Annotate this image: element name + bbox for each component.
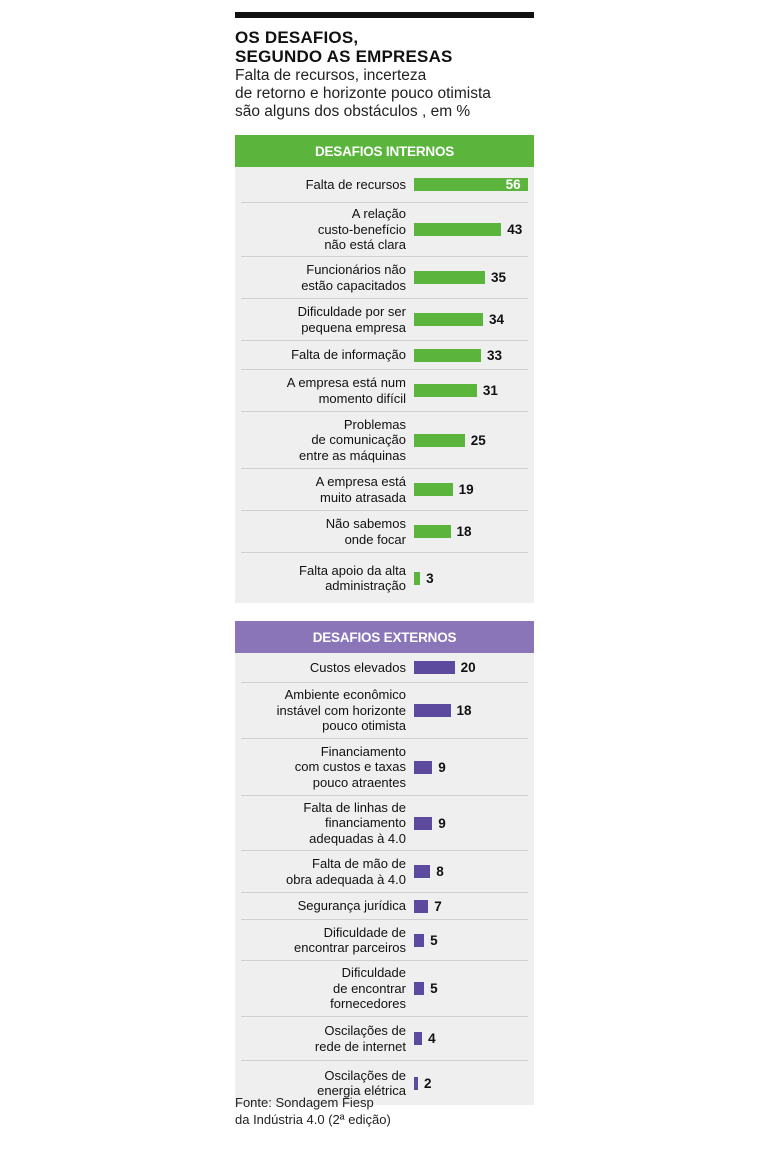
internal-row [241,412,528,469]
external-category-label: Dificuldade de encontrar fornecedores [330,965,406,1012]
internal-value-label: 25 [470,432,486,448]
external-bars-panel [235,653,534,1105]
external-category-label: Oscilações de energia elétrica [317,1067,406,1098]
internal-category-label: Dificuldade por ser pequena empresa [297,304,406,335]
internal-row [241,469,528,511]
external-row [241,683,528,739]
external-bar [414,761,432,774]
external-value-label: 9 [438,759,446,775]
external-value-label: 9 [438,815,446,831]
external-bar [414,982,424,995]
external-category-label: Falta de mão de obra adequada à 4.0 [286,856,406,887]
internal-bar [414,434,465,447]
chart-container [235,12,534,1105]
internal-value-label: 43 [507,222,523,237]
external-value-label: 18 [456,703,472,718]
internal-row [241,257,528,299]
external-category-label: Segurança jurídica [297,898,406,914]
external-bar [414,704,451,717]
internal-row [241,203,528,257]
internal-bar [414,483,453,496]
internal-section-header [235,135,534,167]
internal-category-label: Falta apoio da alta administração [299,562,406,593]
internal-bar [414,384,477,397]
internal-bar [414,572,420,585]
external-value-label: 7 [434,898,442,914]
external-category-label: Falta de linhas de financiamento adequadas à 4.0 [303,799,406,846]
internal-value-label: 3 [426,570,434,586]
internal-value-label: 31 [482,383,498,398]
external-bar [414,661,455,674]
external-row [241,961,528,1017]
internal-value-label: 33 [486,347,503,363]
internal-bars-panel [235,167,534,603]
internal-row [241,299,528,341]
internal-category-label: Falta de informação [291,347,406,363]
external-row [241,653,528,683]
internal-bar [414,313,483,326]
internal-category-label: A relação custo-benefício não está clara [317,206,406,253]
external-row [241,920,528,961]
external-category-label: Custos elevados [309,659,406,675]
external-bar [414,817,432,830]
internal-row [241,167,528,203]
external-bar [414,865,430,878]
external-value-label: 5 [430,932,438,948]
internal-value-label: 35 [491,270,507,285]
external-bar [414,900,428,913]
internal-value-label: 19 [458,482,474,497]
external-value-label: 20 [460,660,476,675]
internal-category-label: A empresa está muito atrasada [315,474,406,505]
external-row [241,893,528,920]
internal-row [241,511,528,553]
source-note: Fonte: Sondagem Fiesp da Indústria 4.0 (2ª edição) [235,1095,391,1127]
internal-section-title: DESAFIOS INTERNOS [314,143,455,159]
external-row [241,851,528,893]
external-section-title: DESAFIOS EXTERNOS [312,629,457,645]
external-value-label: 4 [428,1031,436,1046]
external-row [241,796,528,851]
external-section-header [235,621,534,653]
external-bar [414,1032,422,1045]
internal-category-label: A empresa está num momento difícil [286,375,406,406]
external-category-label: Financiamento com custos e taxas pouco atraentes [294,743,406,790]
internal-bar [414,349,481,362]
external-value-label: 8 [436,864,444,879]
external-bar [414,1077,418,1090]
internal-category-label: Problemas de comunicação entre as máquinas [299,416,406,463]
external-row [241,1017,528,1061]
external-value-label: 5 [430,981,438,996]
external-category-label: Ambiente econômico instável com horizonte pouco otimista [276,687,406,734]
internal-bar [414,525,451,538]
internal-row [241,341,528,370]
internal-row [241,370,528,412]
top-rule [235,12,534,18]
internal-category-label: Não sabemos onde focar [325,516,406,547]
internal-value-label: 56 [505,177,521,192]
external-category-label: Oscilações de rede de internet [314,1023,406,1054]
external-bar [414,934,424,947]
internal-bar [414,223,501,236]
internal-row [241,553,528,603]
internal-bar [414,271,485,284]
internal-value-label: 18 [456,524,472,539]
external-row [241,739,528,796]
external-category-label: Dificuldade de encontrar parceiros [294,924,406,955]
chart-title: OS DESAFIOS, SEGUNDO AS EMPRESAS [235,28,453,66]
chart-subtitle: Falta de recursos, incerteza de retorno e horizonte pouco otimista são alguns dos obstáculos , em % [235,67,491,120]
external-value-label: 2 [424,1075,432,1091]
internal-category-label: Falta de recursos [305,176,406,192]
internal-value-label: 34 [489,312,505,327]
internal-category-label: Funcionários não estão capacitados [301,262,406,293]
